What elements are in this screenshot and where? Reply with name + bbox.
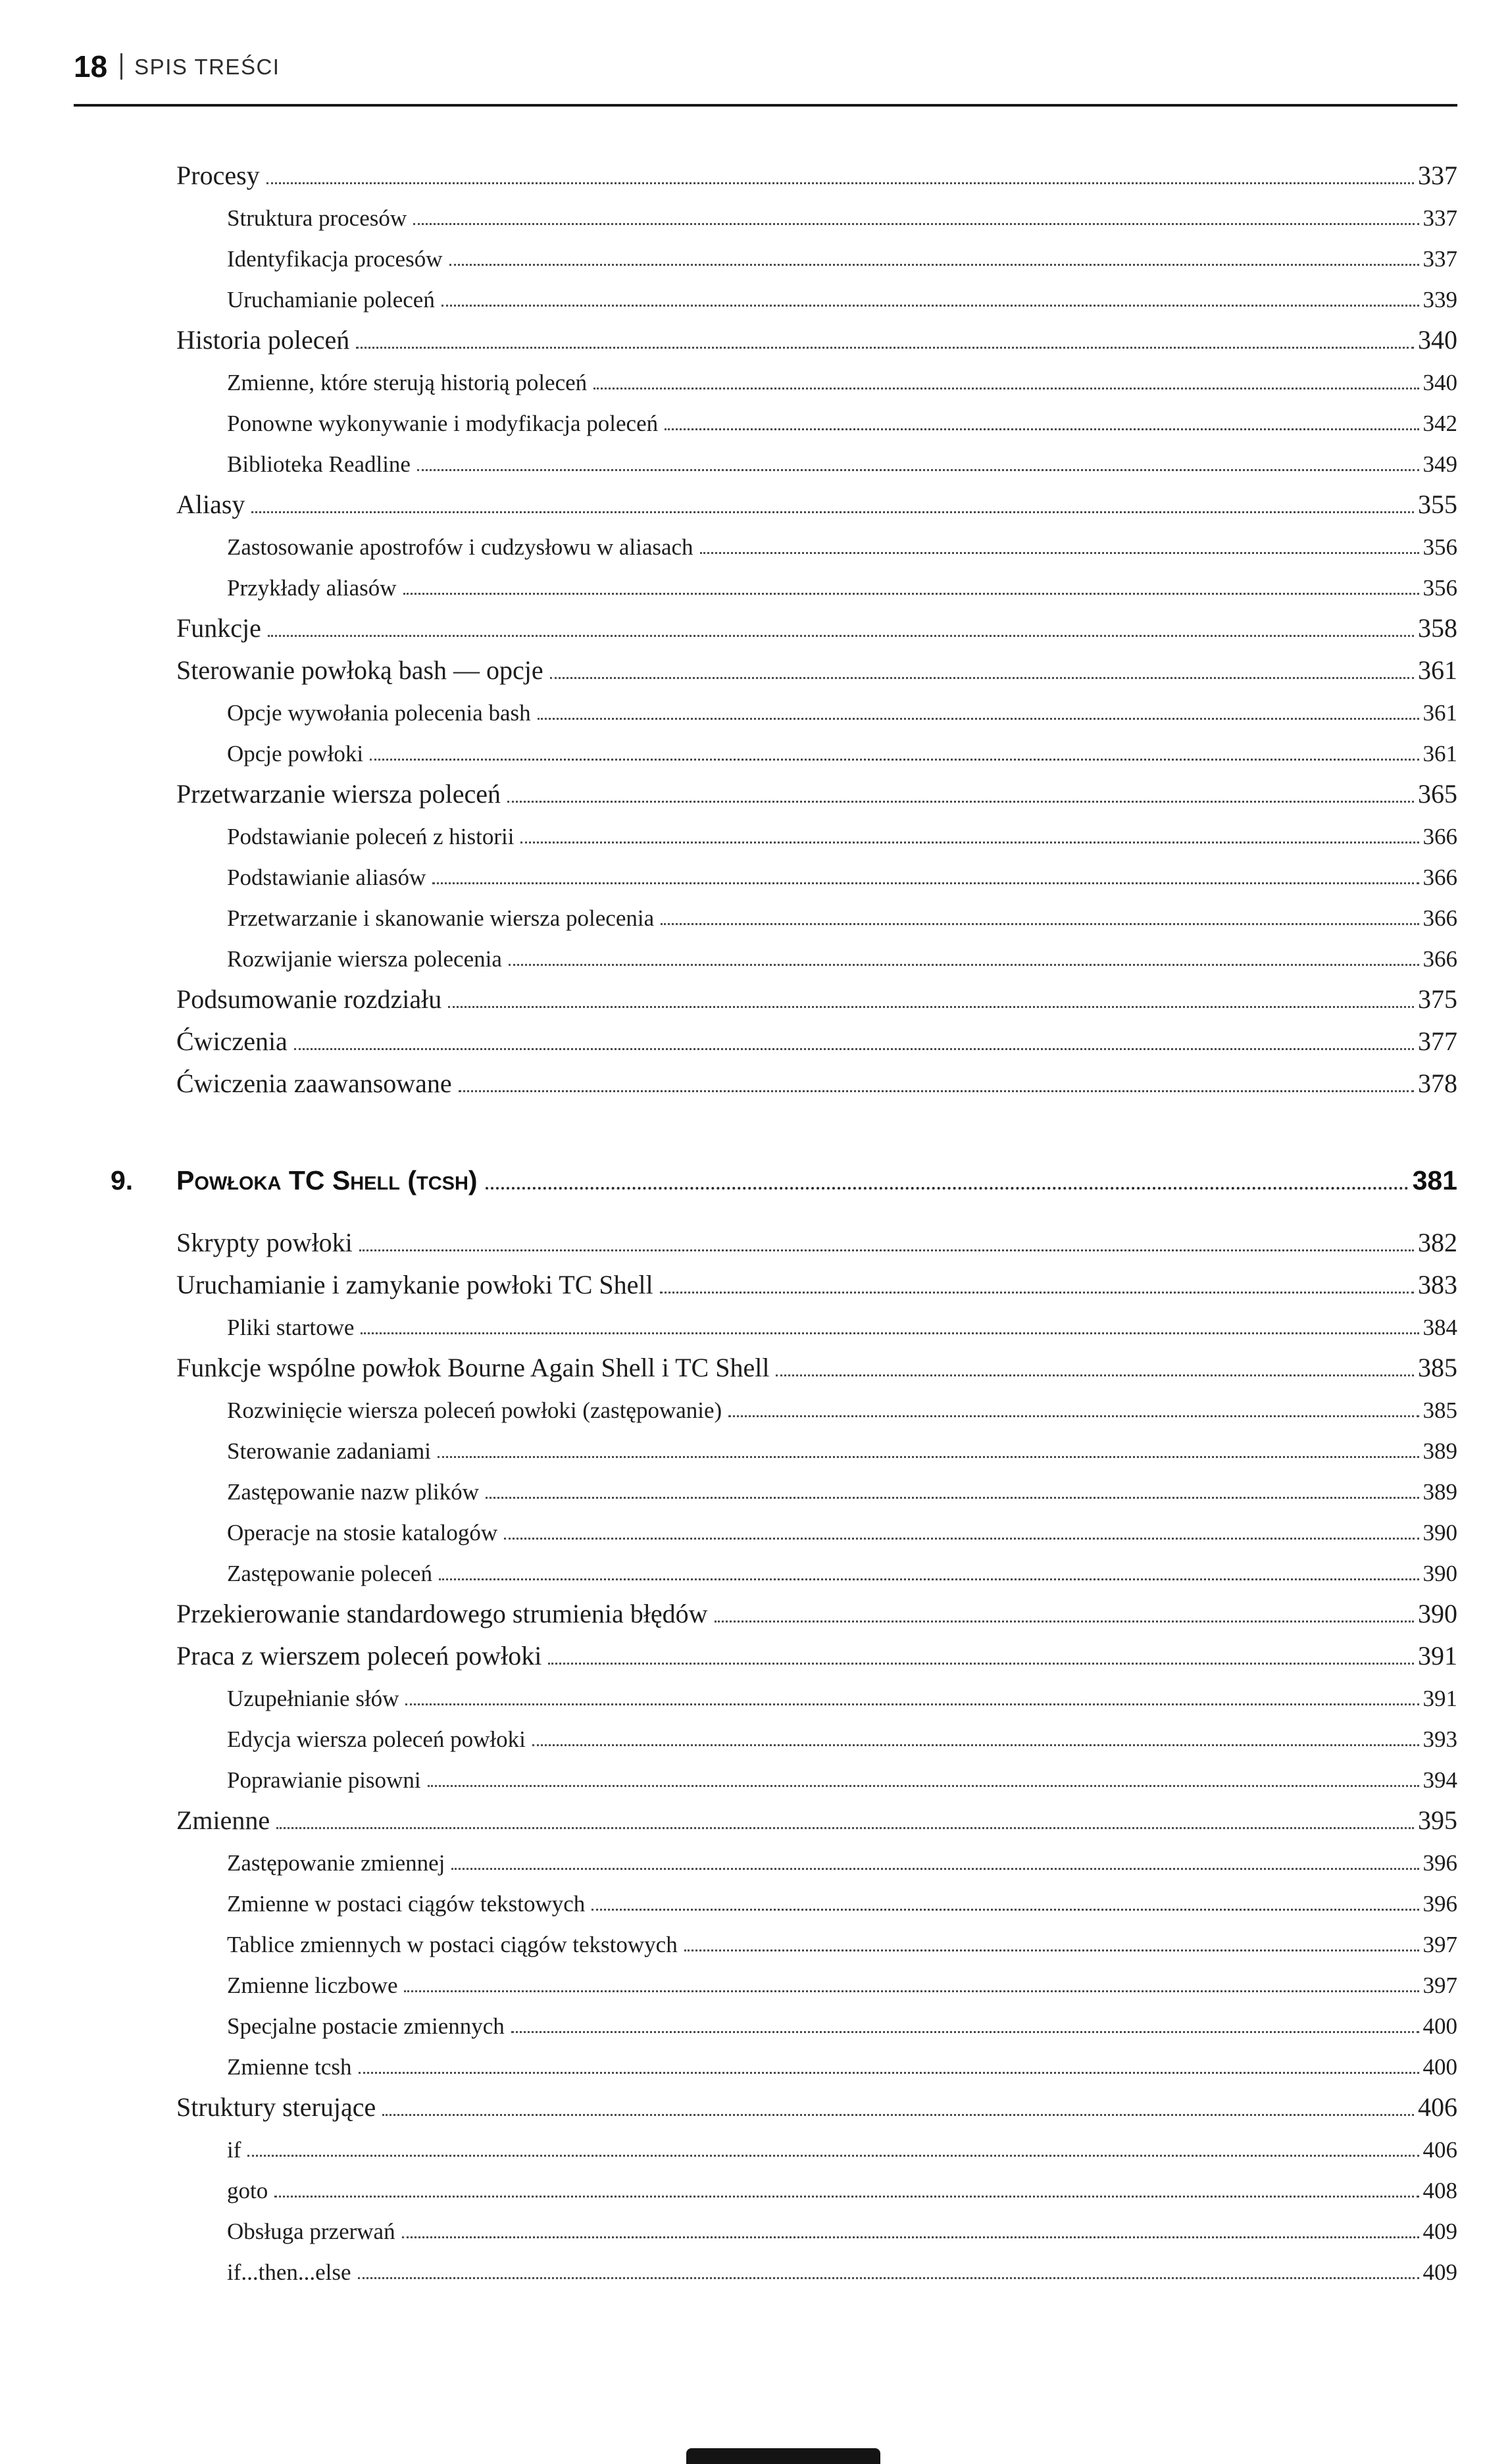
toc-entry-page: 397 (1422, 1973, 1457, 1998)
toc-row (227, 1671, 1457, 1712)
toc-entry-page: 337 (1422, 205, 1457, 231)
leader-dots (356, 347, 1414, 349)
toc-entry-page: 384 (1422, 1315, 1457, 1340)
leader-dots (413, 223, 1419, 225)
toc-entry-label: Specjalne postacie zmiennych (227, 2013, 505, 2039)
toc-entry-page: 400 (1422, 2013, 1457, 2039)
toc-entry-label: Zmienne tcsh (227, 2054, 352, 2080)
toc-row (227, 2040, 1457, 2080)
toc-entry-page: 340 (1422, 370, 1457, 395)
toc-entry-label: Ponowne wykonywanie i modyfikacja poleceń (227, 411, 659, 436)
toc-entry-label: Przekierowanie standardowego strumienia błędów (176, 1599, 708, 1628)
toc-entry-label: Zastępowanie zmiennej (227, 1850, 445, 1876)
toc-entry-label: Tablice zmiennych w postaci ciągów tekstowych (227, 1932, 678, 1957)
toc-row (227, 1383, 1457, 1424)
toc-entry-label: Ćwiczenia zaawansowane (176, 1069, 452, 1098)
leader-dots (402, 2236, 1419, 2238)
leader-dots (507, 801, 1414, 803)
leader-dots (548, 1663, 1414, 1665)
toc-row (227, 1999, 1457, 2040)
toc-entry-page: 337 (1418, 161, 1457, 190)
toc-entry-label: Poprawianie pisowni (227, 1767, 421, 1793)
leader-dots (448, 1006, 1414, 1008)
toc-row (176, 1258, 1457, 1300)
toc-row (227, 1836, 1457, 1876)
leader-dots (276, 1827, 1414, 1829)
toc-entry-page: 385 (1418, 1353, 1457, 1382)
leader-dots (405, 1703, 1419, 1705)
toc-entry-page: 393 (1422, 1726, 1457, 1752)
toc-row (227, 191, 1457, 232)
toc-row (227, 2163, 1457, 2204)
toc-row (227, 1917, 1457, 1958)
toc-entry-page: 389 (1422, 1438, 1457, 1464)
toc-row (176, 1794, 1457, 1836)
leader-dots (359, 2072, 1419, 2074)
toc-entry-page: 366 (1422, 865, 1457, 890)
toc-entry-page: 366 (1422, 824, 1457, 849)
toc-entry-label: if...then...else (227, 2259, 351, 2285)
leader-dots (247, 2155, 1419, 2157)
toc-row (227, 2204, 1457, 2245)
toc-entry-page: 385 (1422, 1397, 1457, 1423)
leader-dots (776, 1374, 1414, 1376)
leader-dots (428, 1785, 1419, 1787)
toc-entry-page: 377 (1418, 1026, 1457, 1056)
toc-entry-label: Przetwarzanie i skanowanie wiersza polecenia (227, 905, 655, 931)
toc-row (176, 767, 1457, 809)
toc-entry-label: Podstawianie aliasów (227, 865, 426, 890)
chapter-title: Powłoka TC Shell (tcsh) (176, 1165, 478, 1195)
toc-entry-page: 391 (1418, 1641, 1457, 1671)
toc-entry-page: 406 (1422, 2137, 1457, 2163)
toc-entry-label: Biblioteka Readline (227, 451, 411, 477)
toc-row (227, 850, 1457, 891)
toc-row (176, 313, 1457, 355)
toc-entry-label: Zmienne w postaci ciągów tekstowych (227, 1891, 586, 1917)
toc-entry-label: Uruchamianie poleceń (227, 287, 435, 313)
toc-entry-page: 408 (1422, 2178, 1457, 2203)
chapter-number: 9. (111, 1165, 134, 1195)
toc-row (227, 932, 1457, 972)
toc-entry-page: 355 (1418, 490, 1457, 519)
toc-row (176, 1341, 1457, 1383)
toc-entry-page: 342 (1422, 411, 1457, 436)
toc-row (227, 2123, 1457, 2163)
toc-row (227, 437, 1457, 478)
header-rule (74, 104, 1457, 107)
leader-dots (728, 1415, 1419, 1417)
toc-entry-label: Sterowanie zadaniami (227, 1438, 432, 1464)
toc-entry-page: 378 (1418, 1069, 1457, 1098)
toc-entry-label: Opcje wywołania polecenia bash (227, 700, 531, 726)
toc-entry-page: 361 (1422, 700, 1457, 726)
toc-entry-label: Przykłady aliasów (227, 575, 397, 601)
toc-entry-page: 391 (1422, 1686, 1457, 1711)
leader-dots (361, 1332, 1419, 1334)
toc-row (176, 601, 1457, 643)
toc-entry-page: 339 (1422, 287, 1457, 313)
scan-artifact (686, 2448, 880, 2464)
toc-entry-label: Funkcje (176, 613, 261, 643)
leader-dots (532, 1744, 1419, 1746)
toc-entry-page: 361 (1418, 655, 1457, 685)
toc-entry-page: 382 (1418, 1228, 1457, 1257)
leader-dots (449, 264, 1419, 266)
toc-entry-page: 366 (1422, 946, 1457, 972)
leader-dots (504, 1538, 1419, 1540)
leader-dots (404, 1990, 1419, 1992)
toc-row (227, 726, 1457, 767)
toc-row (227, 891, 1457, 932)
toc-entry-page: 349 (1422, 451, 1457, 477)
toc-row (227, 1505, 1457, 1546)
leader-dots (441, 305, 1419, 307)
toc-entry-page: 396 (1422, 1891, 1457, 1917)
toc-row (227, 1753, 1457, 1794)
chapter-page: 381 (1412, 1165, 1457, 1195)
toc-row (176, 149, 1457, 191)
toc-entry-label: Skrypty powłoki (176, 1228, 353, 1257)
toc-entry-label: Rozwijanie wiersza polecenia (227, 946, 502, 972)
toc-row (176, 1057, 1457, 1099)
toc-entry-page: 366 (1422, 905, 1457, 931)
toc-entry-page: 375 (1418, 984, 1457, 1014)
toc-entry-label: Zastępowanie nazw plików (227, 1479, 479, 1505)
toc-row (176, 1015, 1457, 1057)
chapter-row (111, 1149, 1457, 1196)
toc-entry-label: Rozwinięcie wiersza poleceń powłoki (zastępowanie) (227, 1397, 722, 1423)
page-number: 18 (74, 49, 108, 84)
toc-row (227, 520, 1457, 561)
toc-row (227, 396, 1457, 437)
leader-dots (274, 2196, 1419, 2198)
leader-dots (538, 718, 1419, 720)
toc-entry-page: 389 (1422, 1479, 1457, 1505)
leader-dots (382, 2114, 1414, 2116)
toc-entry-label: Zastosowanie apostrofów i cudzysłowu w aliasach (227, 534, 693, 560)
leader-dots (660, 1292, 1414, 1294)
toc-entry-page: 390 (1422, 1561, 1457, 1586)
leader-dots (684, 1949, 1419, 1951)
toc-entry-label: Uzupełnianie słów (227, 1686, 399, 1711)
toc-entry-page: 395 (1418, 1805, 1457, 1835)
leader-dots (700, 552, 1419, 554)
toc-entry-page: 396 (1422, 1850, 1457, 1876)
toc-row (227, 1876, 1457, 1917)
leader-dots (715, 1621, 1414, 1622)
toc-row (176, 478, 1457, 520)
toc-entry-label: Obsługa przerwań (227, 2219, 395, 2244)
leader-dots (593, 388, 1419, 390)
leader-dots (294, 1048, 1414, 1050)
toc-row (227, 686, 1457, 726)
toc-entry-label: Zastępowanie poleceń (227, 1561, 432, 1586)
toc-entry-label: Struktury sterujące (176, 2092, 376, 2122)
toc-entry-page: 365 (1418, 779, 1457, 809)
toc-row (227, 1958, 1457, 1999)
toc-entry-label: Przetwarzanie wiersza poleceń (176, 779, 501, 809)
toc-entry-label: Podstawianie poleceń z historii (227, 824, 515, 849)
toc-row (227, 561, 1457, 601)
toc-entry-label: Aliasy (176, 490, 245, 519)
leader-dots (459, 1090, 1414, 1092)
toc-entry-label: Edycja wiersza poleceń powłoki (227, 1726, 526, 1752)
toc-entry-label: Zmienne (176, 1805, 270, 1835)
toc-entry-page: 409 (1422, 2259, 1457, 2285)
toc-row (227, 1424, 1457, 1465)
leader-dots (251, 511, 1414, 513)
toc-entry-page: 409 (1422, 2219, 1457, 2244)
toc-entry-page: 356 (1422, 575, 1457, 601)
toc-entry-label: goto (227, 2178, 268, 2203)
toc-entry-label: Uruchamianie i zamykanie powłoki TC Shell (176, 1270, 653, 1299)
toc-row (176, 1216, 1457, 1258)
leader-dots (438, 1456, 1419, 1458)
leader-dots (359, 1249, 1414, 1251)
toc-entry-label: Struktura procesów (227, 205, 407, 231)
toc-entry-page: 361 (1422, 741, 1457, 767)
toc-row (227, 1465, 1457, 1505)
toc-entry-page: 400 (1422, 2054, 1457, 2080)
toc-entry-label: Historia poleceń (176, 325, 350, 355)
leader-dots (665, 428, 1419, 430)
leader-dots (439, 1578, 1419, 1580)
toc-row (176, 1629, 1457, 1671)
leader-dots (266, 182, 1414, 184)
leader-dots (403, 593, 1419, 595)
leader-dots (268, 635, 1414, 637)
toc-entry-page: 383 (1418, 1270, 1457, 1299)
toc-entry-page: 390 (1418, 1599, 1457, 1628)
toc-entry-label: Sterowanie powłoką bash — opcje (176, 655, 543, 685)
toc-entry-label: Ćwiczenia (176, 1026, 288, 1056)
toc-row (227, 1546, 1457, 1587)
leader-dots (511, 2031, 1419, 2033)
toc-row (176, 972, 1457, 1015)
toc-row (176, 2080, 1457, 2123)
toc-entry-label: Procesy (176, 161, 260, 190)
leader-dots (432, 882, 1419, 884)
leader-dots (486, 1497, 1419, 1499)
toc-entry-page: 340 (1418, 325, 1457, 355)
leader-dots (520, 842, 1419, 843)
toc-entry-page: 406 (1418, 2092, 1457, 2122)
leader-dots (451, 1868, 1419, 1870)
toc-entry-label: Zmienne liczbowe (227, 1973, 398, 1998)
toc-entry-page: 394 (1422, 1767, 1457, 1793)
toc-row (176, 643, 1457, 686)
toc-row (227, 232, 1457, 272)
header-title: SPIS TREŚCI (134, 54, 280, 79)
leader-dots (591, 1909, 1419, 1911)
toc-entry-page: 397 (1422, 1932, 1457, 1957)
toc-row (227, 272, 1457, 313)
toc-entry-label: Opcje powłoki (227, 741, 364, 767)
leader-dots (550, 677, 1414, 679)
toc-row (227, 1712, 1457, 1753)
toc-entry-label: if (227, 2137, 241, 2163)
toc-row (176, 1587, 1457, 1629)
toc-entry-label: Identyfikacja procesów (227, 246, 443, 272)
toc-row (227, 355, 1457, 396)
toc-entry-page: 337 (1422, 246, 1457, 272)
toc-entry-page: 356 (1422, 534, 1457, 560)
header-divider (120, 53, 122, 80)
toc-entry-page: 358 (1418, 613, 1457, 643)
leader-dots (417, 469, 1419, 471)
leader-dots (661, 923, 1419, 925)
toc-entry-label: Funkcje wspólne powłok Bourne Again Shell i TC Shell (176, 1353, 770, 1382)
leader-dots (509, 964, 1419, 966)
toc-entry-label: Praca z wierszem poleceń powłoki (176, 1641, 542, 1671)
leader-dots (370, 759, 1419, 761)
leader-dots (486, 1187, 1409, 1190)
leader-dots (358, 2277, 1419, 2279)
toc-entry-label: Podsumowanie rozdziału (176, 984, 442, 1014)
toc-row (227, 2245, 1457, 2286)
toc-entry-label: Operacje na stosie katalogów (227, 1520, 498, 1546)
toc-entry-page: 390 (1422, 1520, 1457, 1546)
toc-row (227, 1300, 1457, 1341)
toc-entry-label: Pliki startowe (227, 1315, 355, 1340)
toc-row (227, 809, 1457, 850)
page-header (74, 51, 1457, 82)
toc (0, 149, 1457, 2286)
toc-entry-label: Zmienne, które sterują historią poleceń (227, 370, 588, 395)
